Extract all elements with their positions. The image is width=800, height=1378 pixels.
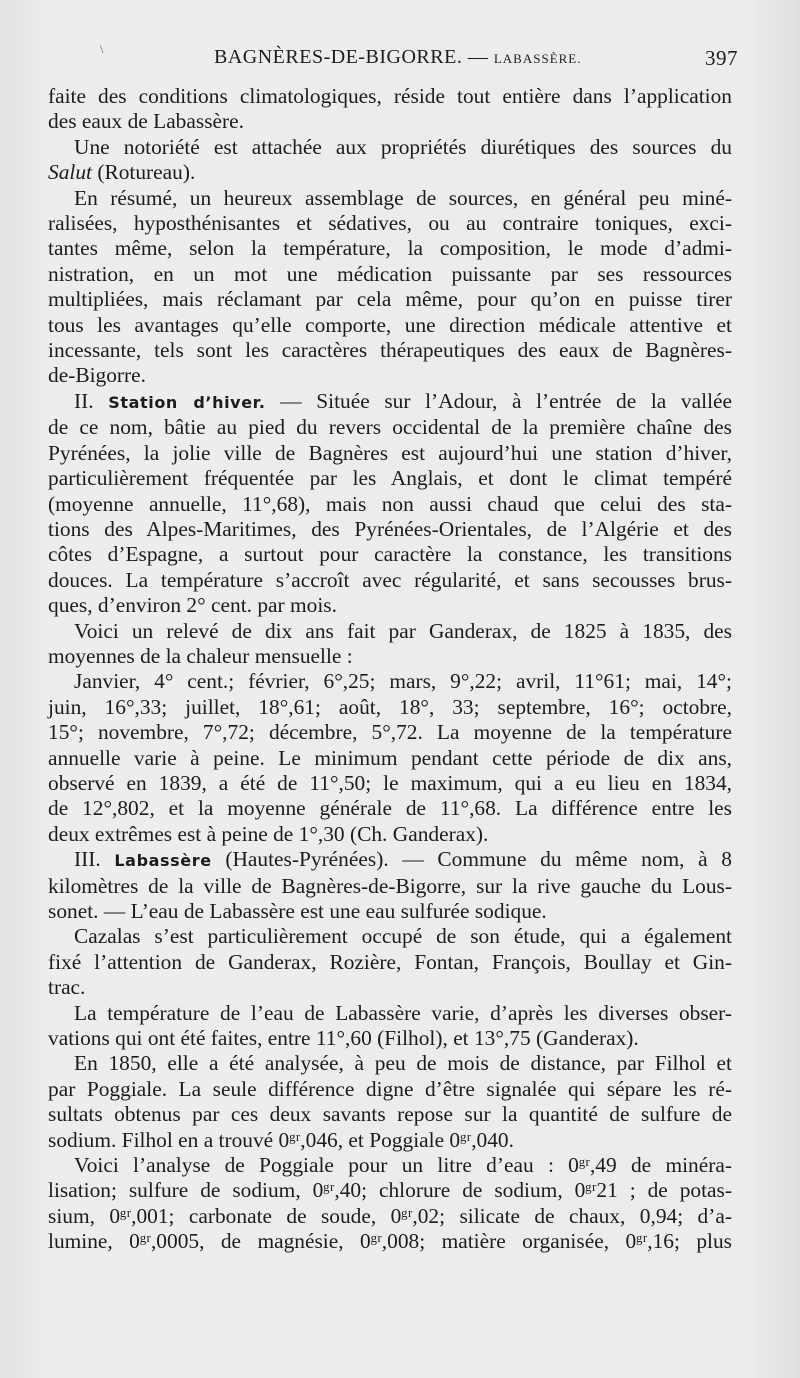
- text-line: [48, 415, 732, 440]
- line-text: nistration, en un mot une médication puissante par ses ressources: [48, 261, 732, 286]
- running-title: [214, 46, 582, 69]
- line-text: En résumé, un heureux assemblage de sources, en général peu miné-: [74, 185, 732, 210]
- text-line: [48, 644, 732, 669]
- text-line: [48, 287, 732, 312]
- line-text: 15°; novembre, 7°,72; décembre, 5°,72. La moyenne de la température: [48, 720, 732, 745]
- line-text: de-Bigorre.: [48, 363, 147, 388]
- line-text: côtes d’Espagne, a surtout pour caractère la constance, les transitions: [48, 542, 732, 567]
- running-header: [214, 46, 738, 76]
- line-text: observé en 1839, a été de 11°,50; le maximum, qui a eu lieu en 1834,: [48, 770, 732, 795]
- line-text: trac.: [48, 975, 86, 1000]
- line-text: fixé l’attention de Ganderax, Rozière, Fontan, François, Boullay et Gin-: [48, 949, 732, 974]
- text-line: [48, 1204, 732, 1229]
- text-line: [48, 84, 732, 109]
- text-line: [48, 1001, 732, 1026]
- running-title-dash: —: [467, 46, 489, 68]
- text-line: [48, 1153, 732, 1178]
- line-text: tantes même, selon la température, la composition, le mode d’admi-: [48, 236, 732, 261]
- section-heading: Labassère: [114, 851, 212, 871]
- line-text: En 1850, elle a été analysée, à peu de mois de distance, par Filhol et: [74, 1051, 732, 1076]
- text-line: [48, 771, 732, 796]
- text-line: [48, 313, 732, 338]
- line-text: annuelle varie à peine. Le minimum pendant cette période de dix ans,: [48, 745, 732, 770]
- line-text: (Hautes-Pyrénées). — Commune du même nom, à 8: [211, 847, 732, 872]
- line-text: des eaux de Labassère.: [48, 109, 244, 134]
- line-text: (moyenne annuelle, 11°,68), mais non aussi chaud que celui des sta-: [48, 491, 732, 516]
- line-text: particulièrement fréquentée par les Anglais, et dont le climat tempéré: [48, 466, 732, 491]
- line-text: lisation; sulfure de sodium, 0ᵍʳ,40; chlorure de sodium, 0ᵍʳ21 ; de potas-: [48, 1178, 732, 1203]
- text-line: [48, 796, 732, 821]
- text-line: [48, 1026, 732, 1051]
- text-line: [48, 924, 732, 949]
- line-text: multipliées, mais réclamant par cela même, pour qu’on en puisse tirer: [48, 287, 732, 312]
- line-text: de ce nom, bâtie au pied du revers occidental de la première chaîne des: [48, 415, 732, 440]
- line-text: sultats obtenus par ces deux savants repose sur la quantité de sulfure de: [48, 1102, 732, 1127]
- line-text: kilomètres de la ville de Bagnères-de-Bigorre, sur la rive gauche du Lous-: [48, 873, 732, 898]
- italic-term: Salut: [48, 160, 92, 185]
- text-line: [48, 975, 732, 1000]
- line-text: (Rotureau).: [91, 160, 196, 185]
- text-line: [48, 746, 732, 771]
- text-line: [48, 822, 732, 847]
- text-line: [48, 338, 732, 363]
- section-number: II.: [74, 388, 109, 413]
- body-text: [48, 84, 732, 1255]
- line-text: tions des Alpes-Maritimes, des Pyrénées-Orientales, de l’Algérie et des: [48, 516, 732, 541]
- text-line: [48, 262, 732, 287]
- line-text: Une notoriété est attachée aux propriétés diurétiques des sources du: [74, 134, 732, 159]
- running-title-section: LABASSÈRE.: [493, 51, 582, 66]
- line-text: — Située sur l’Adour, à l’entrée de la vallée: [265, 388, 732, 413]
- line-text: Voici un relevé de dix ans fait par Ganderax, de 1825 à 1835, des: [74, 618, 732, 643]
- section-heading: Station d’hiver.: [108, 392, 266, 412]
- text-line: [48, 669, 732, 694]
- text-line: [48, 1229, 732, 1254]
- line-text: de 12°,802, et la moyenne générale de 11°,68. La différence entre les: [48, 796, 732, 821]
- text-line: [48, 1178, 732, 1203]
- text-line: [48, 619, 732, 644]
- text-line: [48, 492, 732, 517]
- line-text: La température de l’eau de Labassère varie, d’après les diverses obser-: [74, 1000, 732, 1025]
- text-line: [48, 389, 732, 415]
- text-line: [48, 517, 732, 542]
- running-title-main: BAGNÈRES-DE-BIGORRE.: [214, 46, 463, 68]
- text-line: [48, 441, 732, 466]
- line-text: Janvier, 4° cent.; février, 6°,25; mars, 9°,22; avril, 11°61; mai, 14°;: [74, 669, 732, 694]
- line-text: Pyrénées, la jolie ville de Bagnères est aujourd’hui une station d’hiver,: [48, 440, 732, 465]
- line-text: juin, 16°,33; juillet, 18°,61; août, 18°, 33; septembre, 16°; octobre,: [48, 694, 732, 719]
- text-line: [48, 874, 732, 899]
- line-text: sodium. Filhol en a trouvé 0ᵍʳ,046, et Poggiale 0ᵍʳ,040.: [48, 1127, 514, 1152]
- line-text: vations qui ont été faites, entre 11°,60 (Filhol), et 13°,75 (Ganderax).: [48, 1026, 639, 1051]
- section-number: III.: [74, 847, 115, 872]
- line-text: deux extrêmes est à peine de 1°,30 (Ch. Ganderax).: [48, 821, 489, 846]
- page-number: 397: [705, 46, 738, 70]
- text-line: [48, 720, 732, 745]
- text-line: [48, 109, 732, 134]
- text-line: [48, 466, 732, 491]
- text-line: [48, 1128, 732, 1153]
- text-line: [48, 1051, 732, 1076]
- line-text: faite des conditions climatologiques, réside tout entière dans l’application: [48, 84, 732, 108]
- line-text: par Poggiale. La seule différence digne d’être signalée qui sépare les ré-: [48, 1076, 732, 1101]
- text-line: [48, 1102, 732, 1127]
- line-text: ques, d’environ 2° cent. par mois.: [48, 593, 337, 618]
- text-line: [48, 847, 732, 873]
- text-line: [48, 1077, 732, 1102]
- line-text: Voici l’analyse de Poggiale pour un litre d’eau : 0ᵍʳ,49 de minéra-: [74, 1153, 732, 1178]
- line-text: moyennes de la chaleur mensuelle :: [48, 643, 353, 668]
- text-line: [48, 542, 732, 567]
- text-line: [48, 899, 732, 924]
- text-line: [48, 160, 732, 185]
- text-line: [48, 363, 732, 388]
- line-text: sonet. — L’eau de Labassère est une eau sulfurée sodique.: [48, 899, 547, 923]
- line-text: douces. La température s’accroît avec régularité, et sans secousses brus-: [48, 567, 732, 592]
- text-line: [48, 211, 732, 236]
- text-line: [48, 695, 732, 720]
- text-line: [48, 236, 732, 261]
- text-line: [48, 186, 732, 211]
- line-text: tous les avantages qu’elle comporte, une direction médicale attentive et: [48, 312, 732, 337]
- text-line: [48, 568, 732, 593]
- line-text: sium, 0ᵍʳ,001; carbonate de soude, 0ᵍʳ,02; silicate de chaux, 0,94; d’a-: [48, 1203, 732, 1228]
- line-text: ralisées, hyposthénisantes et sédatives, ou au contraire toniques, exci-: [48, 211, 732, 236]
- text-line: [48, 593, 732, 618]
- line-text: incessante, tels sont les caractères thérapeutiques des eaux de Bagnères-: [48, 338, 732, 363]
- text-line: [48, 950, 732, 975]
- line-text: Cazalas s’est particulièrement occupé de son étude, qui a également: [74, 924, 732, 949]
- text-line: [48, 135, 732, 160]
- margin-mark: \: [100, 42, 104, 56]
- line-text: lumine, 0ᵍʳ,0005, de magnésie, 0ᵍʳ,008; matière organisée, 0ᵍʳ,16; plus: [48, 1229, 732, 1254]
